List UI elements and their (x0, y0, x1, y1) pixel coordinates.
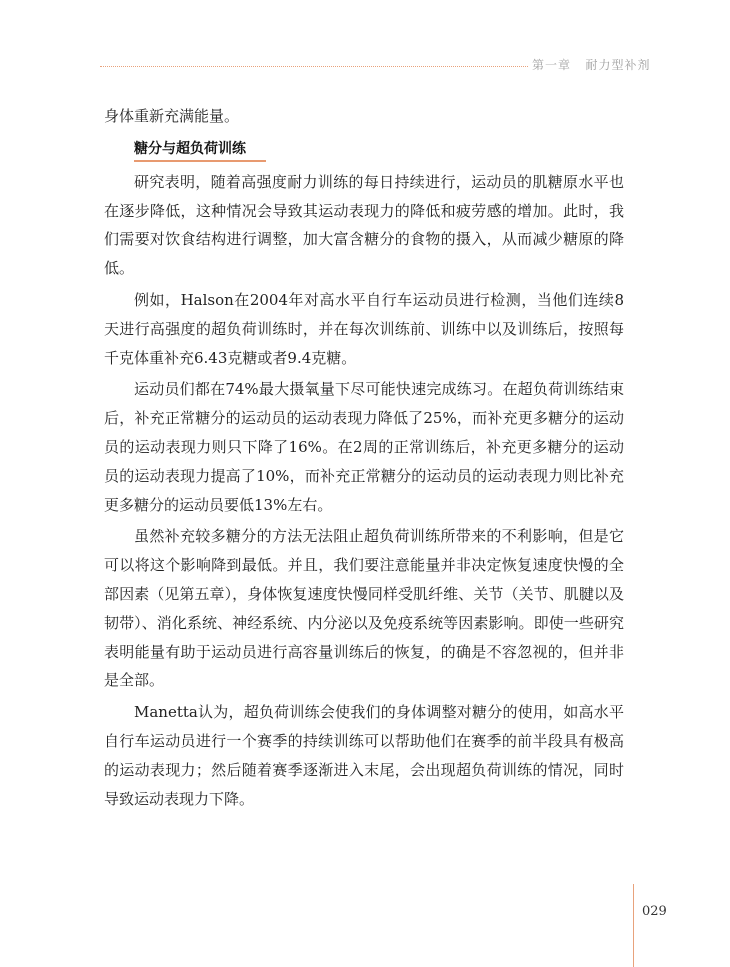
paragraph-1: 研究表明，随着高强度耐力训练的每日持续进行，运动员的肌糖原水平也在逐步降低，这种情况会导致其运动表现力的降低和疲劳感的增加。此时，我们需要对饮食结构进行调整，加大富含糖分的食物的摄入，从而减少糖原的降低。 (104, 172, 624, 278)
running-header (532, 56, 650, 73)
page-body (104, 102, 624, 816)
section-heading (134, 134, 624, 162)
paragraph-3: 运动员们都在74%最大摄氧量下尽可能快速完成练习。在超负荷训练结束后，补充正常糖分的运动员的运动表现力降低了25%，而补充更多糖分的运动员的运动表现力则只下降了16%。在2周的正常训练后，补充更多糖分的运动员的运动表现力提高了10%，而补充正常糖分的运动员的运动表现力则比补充更多糖分的运动员要低13%左右。 (104, 380, 624, 514)
chapter-title: 耐力型补剂 (585, 58, 651, 72)
paragraph-4: 虽然补充较多糖分的方法无法阻止超负荷训练所带来的不利影响，但是它可以将这个影响降到最低。并且，我们要注意能量并非决定恢复速度快慢的全部因素（见第五章），身体恢复速度快慢同样受肌纤维、关节（关节、肌腱以及韧带）、消化系统、神经系统、内分泌以及免疫系统等因素影响。即使一些研究表明能量有助于运动员进行高容量训练后的恢复，的确是不容忽视的，但并非是全部。 (104, 527, 624, 690)
page-number: 029 (642, 904, 667, 919)
section-title: 糖分与超负荷训练 (134, 140, 246, 157)
header-divider (100, 66, 528, 67)
section-underline (134, 160, 266, 162)
paragraph-5: Manetta认为，超负荷训练会使我们的身体调整对糖分的使用，如高水平自行车运动员进行一个赛季的持续训练可以帮助他们在赛季的前半段具有极高的运动表现力；然后随着赛季逐渐进入末尾，会出现超负荷训练的情况，同时导致运动表现力下降。 (104, 703, 624, 808)
paragraph-2: 例如，Halson在2004年对高水平自行车运动员进行检测，当他们连续8天进行高强度的超负荷训练时，并在每次训练前、训练中以及训练后，按照每千克体重补充6.43克糖或者9.4克糖。 (104, 290, 624, 367)
intro-text: 身体重新充满能量。 (104, 107, 240, 125)
chapter-label: 第一章 (532, 58, 572, 72)
page-number-rule (633, 884, 634, 967)
